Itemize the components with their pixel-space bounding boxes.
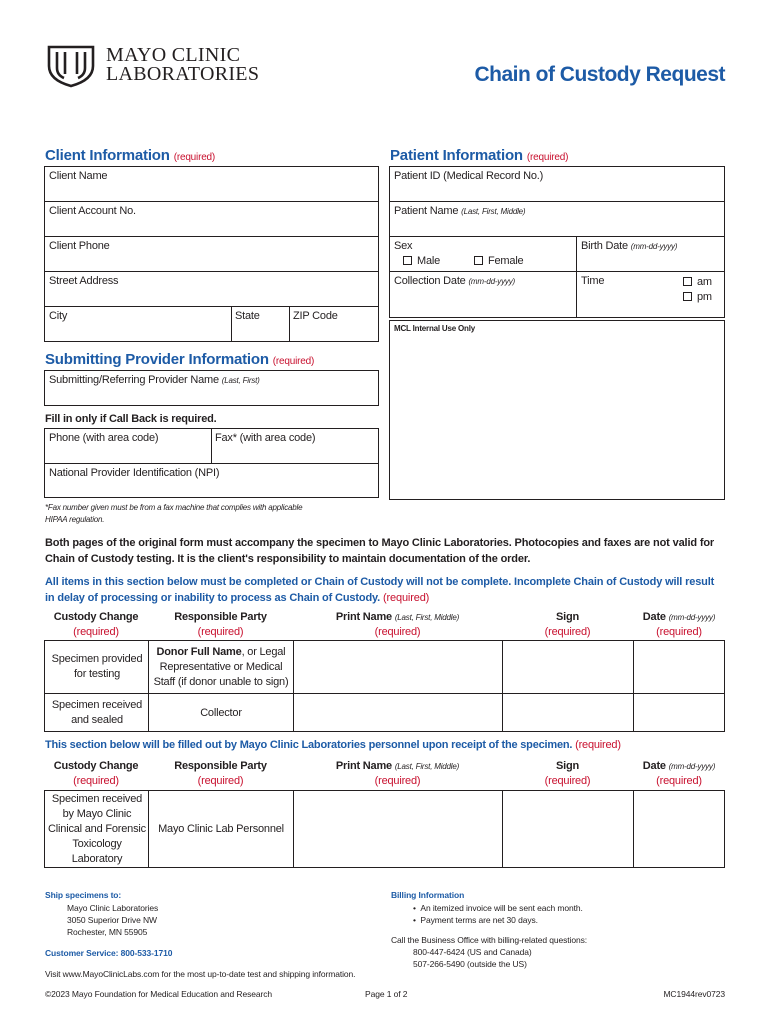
t1-sign-req: (required) xyxy=(544,626,591,638)
warning-required: (required) xyxy=(383,592,430,604)
provider-name-field[interactable] xyxy=(49,374,260,386)
birth-date-label: Birth Date xyxy=(581,240,628,252)
birth-date-field[interactable] xyxy=(581,240,677,252)
mcl-internal-box xyxy=(389,320,725,500)
t1-print-hint: (Last, First, Middle) xyxy=(394,613,460,622)
sex-female-checkbox[interactable] xyxy=(474,255,523,267)
t2-print-hint: (Last, First, Middle) xyxy=(394,762,460,771)
notice-paragraph xyxy=(45,535,735,567)
mayo-shield-logo xyxy=(46,44,96,93)
street-address-field[interactable]: Street Address xyxy=(49,275,119,287)
t1-party-req: (required) xyxy=(197,626,244,638)
t2-row1-date-input[interactable] xyxy=(634,791,724,867)
am-checkbox-box[interactable] xyxy=(683,277,692,286)
bullet-icon: • xyxy=(413,903,421,913)
time-field[interactable]: Time xyxy=(581,275,605,287)
t2-custody-label: Custody Change xyxy=(53,760,139,772)
billing-call: Call the Business Office with billing-related questions: xyxy=(391,935,587,945)
provider-phone-field[interactable]: Phone (with area code) xyxy=(49,432,159,444)
t1-sign-label: Sign xyxy=(555,611,580,623)
collection-date-hint: (mm-dd-yyyy) xyxy=(468,277,515,286)
pm-checkbox[interactable] xyxy=(683,291,712,303)
t1-row2-print-input[interactable] xyxy=(294,694,501,731)
t1-header-sign xyxy=(502,610,633,640)
pm-label: pm xyxy=(697,291,712,303)
provider-name-label: Submitting/Referring Provider Name xyxy=(49,374,219,386)
t2-date-label: Date xyxy=(642,760,666,772)
warning-line-1: All items in this section below must be completed or Chain of Custody will not be complete. Incomplete Chain of Custody will result xyxy=(45,576,715,588)
page-title: Chain of Custody Request xyxy=(474,63,725,86)
am-label: am xyxy=(697,276,712,288)
t1-row1-custody xyxy=(49,641,145,693)
t1-row2-custody-text: Specimen received and sealed xyxy=(51,699,143,726)
t1-custody-req: (required) xyxy=(73,626,119,638)
patient-name-field[interactable] xyxy=(394,205,525,217)
t1-row2-party-text: Collector xyxy=(200,706,242,719)
client-account-field[interactable]: Client Account No. xyxy=(49,205,136,217)
t1-row2-custody xyxy=(49,694,145,732)
t1-header-party xyxy=(148,610,293,640)
notice-line-1: Both pages of the original form must accompany the specimen to Mayo Clinic Laboratories. Photocopies and faxes are not valid for xyxy=(45,537,715,549)
client-phone-field[interactable]: Client Phone xyxy=(49,240,110,252)
form-code: MC1944rev0723 xyxy=(663,989,725,999)
client-required: (required) xyxy=(173,152,216,163)
ship-line-2: 3050 Superior Drive NW xyxy=(67,915,157,925)
ship-address xyxy=(67,902,158,938)
collection-date-label: Collection Date xyxy=(394,275,466,287)
patient-name-hint: (Last, First, Middle) xyxy=(461,207,526,216)
t1-row1-party-rest: , or Legal Representative or Medical Staff (if donor unable to sign) xyxy=(153,645,289,688)
billing-phone-1: 800-447-6424 (US and Canada) xyxy=(413,947,532,957)
zip-field[interactable]: ZIP Code xyxy=(293,310,338,322)
billing-bullet-1: An itemized invoice will be sent each month. xyxy=(420,903,583,913)
t1-header-custody xyxy=(44,610,148,640)
t1-row1-party-bold: Donor Full Name xyxy=(156,645,242,658)
t2-header-print xyxy=(293,759,502,789)
t1-row2-party xyxy=(151,694,291,732)
t2-custody-req: (required) xyxy=(73,775,119,787)
billing-title: Billing Information xyxy=(391,890,465,900)
t1-date-label: Date xyxy=(642,611,666,623)
t2-party-req: (required) xyxy=(197,775,244,787)
copyright: ©2023 Mayo Foundation for Medical Education and Research xyxy=(45,989,272,999)
t1-date-hint: (mm-dd-yyyy) xyxy=(668,613,716,622)
t2-header-date xyxy=(633,759,725,789)
client-section-title xyxy=(45,147,215,164)
pm-checkbox-box[interactable] xyxy=(683,292,692,301)
patient-required: (required) xyxy=(526,152,569,163)
lab-section-title-text: This section below will be filled out by Mayo Clinic Laboratories personnel upon receipt of the specimen. xyxy=(45,739,573,751)
t2-sign-label: Sign xyxy=(555,760,580,772)
warning-line-2: in delay of processing or inability to process as Chain of Custody. xyxy=(45,592,381,604)
provider-required: (required) xyxy=(272,356,315,367)
male-label: Male xyxy=(417,255,441,267)
billing-phone-2: 507-266-5490 (outside the US) xyxy=(413,959,527,969)
client-name-field[interactable]: Client Name xyxy=(49,170,108,182)
t1-party-label: Responsible Party xyxy=(174,611,267,623)
patient-id-field[interactable]: Patient ID (Medical Record No.) xyxy=(394,170,544,182)
ship-title: Ship specimens to: xyxy=(45,890,122,900)
completion-warning xyxy=(45,574,735,606)
billing-phones xyxy=(413,946,532,970)
billing-bullet-2: Payment terms are net 30 days. xyxy=(420,915,538,925)
patient-title-text: Patient Information xyxy=(390,147,523,164)
t1-print-req: (required) xyxy=(374,626,421,638)
am-checkbox[interactable] xyxy=(683,276,712,288)
t2-row1-custody xyxy=(47,791,147,868)
sex-male-checkbox[interactable] xyxy=(403,255,440,267)
t1-print-label: Print Name xyxy=(335,611,392,623)
t1-row1-party xyxy=(151,641,291,693)
t2-row1-party xyxy=(151,791,291,868)
fax-footnote-line-2: HIPAA regulation. xyxy=(45,515,105,524)
t2-row1-print-input[interactable] xyxy=(294,791,501,867)
sex-label: Sex xyxy=(394,240,413,252)
customer-service: Customer Service: 800-533-1710 xyxy=(45,948,173,958)
ship-line-1: Mayo Clinic Laboratories xyxy=(67,903,159,913)
t1-date-req: (required) xyxy=(656,626,702,638)
t1-row2-date-input[interactable] xyxy=(634,694,724,731)
t2-header-party xyxy=(148,759,293,789)
provider-fax-field[interactable]: Fax* (with area code) xyxy=(215,432,316,444)
ship-line-3: Rochester, MN 55905 xyxy=(67,927,148,937)
page-number: Page 1 of 2 xyxy=(365,989,408,999)
t1-row1-sign-input[interactable] xyxy=(503,641,632,692)
t2-header-custody xyxy=(44,759,148,789)
female-label: Female xyxy=(488,255,524,267)
t2-row1-custody-text: Specimen received by Mayo Clinic Clinical and Forensic Toxicology Laboratory xyxy=(48,793,146,865)
t2-party-label: Responsible Party xyxy=(174,760,267,772)
birth-date-hint: (mm-dd-yyyy) xyxy=(630,242,678,251)
t1-row1-date-input[interactable] xyxy=(634,641,724,692)
t2-row1-party-text: Mayo Clinic Lab Personnel xyxy=(158,823,284,835)
provider-title-text: Submitting Provider Information xyxy=(45,351,269,368)
t2-date-req: (required) xyxy=(656,775,702,787)
t1-row2-sign-input[interactable] xyxy=(503,694,632,731)
t1-header-print xyxy=(293,610,502,640)
fax-footnote-line-1: *Fax number given must be from a fax machine that complies with applicable xyxy=(45,503,303,512)
npi-field[interactable]: National Provider Identification (NPI) xyxy=(49,467,220,479)
t2-date-hint: (mm-dd-yyyy) xyxy=(668,762,716,771)
bullet-icon: • xyxy=(413,915,421,925)
patient-section-title xyxy=(390,147,568,164)
t1-header-date xyxy=(633,610,725,640)
t2-header-sign xyxy=(502,759,633,789)
male-checkbox-box[interactable] xyxy=(403,256,412,265)
client-title-text: Client Information xyxy=(45,147,170,164)
visit-website: Visit www.MayoClinicLabs.com for the most up-to-date test and shipping information. xyxy=(45,969,356,979)
t2-print-label: Print Name xyxy=(335,760,392,772)
patient-name-label: Patient Name xyxy=(394,205,459,217)
lab-section-title xyxy=(45,739,621,751)
t2-sign-req: (required) xyxy=(544,775,591,787)
callback-note: Fill in only if Call Back is required. xyxy=(45,413,217,425)
provider-name-hint: (Last, First) xyxy=(221,376,260,385)
mcl-internal-label: MCL Internal Use Only xyxy=(394,324,476,333)
state-field[interactable]: State xyxy=(235,310,260,322)
logo-line-1: MAYO CLINIC xyxy=(106,44,241,66)
logo-wordmark xyxy=(106,46,259,84)
female-checkbox-box[interactable] xyxy=(474,256,483,265)
billing-bullets xyxy=(413,902,583,926)
t2-row1-sign-input[interactable] xyxy=(503,791,632,867)
provider-section-title xyxy=(45,351,314,368)
collection-date-field[interactable] xyxy=(394,275,515,287)
logo-line-2: LABORATORIES xyxy=(106,63,260,85)
notice-line-2: Chain of Custody testing. It is the client's responsibility to maintain documentation of the order. xyxy=(45,553,531,565)
t1-row1-print-input[interactable] xyxy=(294,641,501,692)
lab-section-required: (required) xyxy=(575,739,621,751)
t1-row1-custody-text: Specimen provided for testing xyxy=(51,653,143,680)
t2-print-req: (required) xyxy=(374,775,421,787)
t1-custody-label: Custody Change xyxy=(53,611,139,623)
city-field[interactable]: City xyxy=(49,310,68,322)
